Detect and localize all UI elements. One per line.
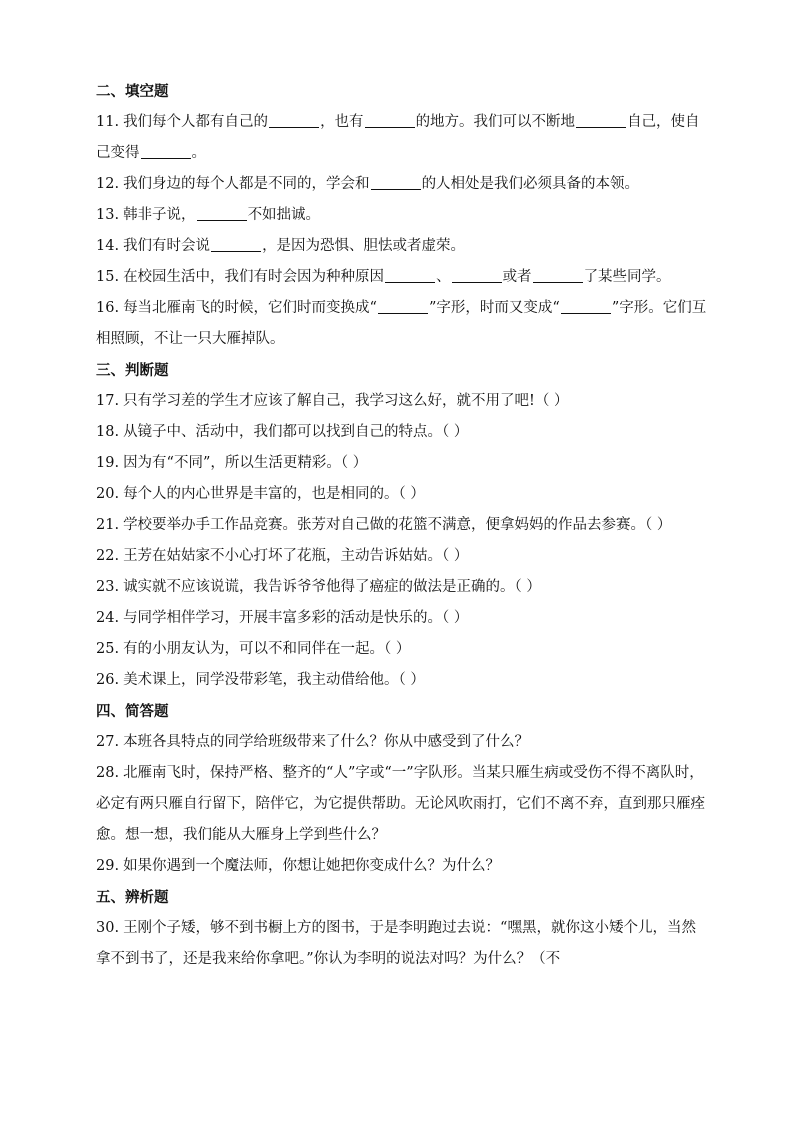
answer-blank[interactable] (452, 267, 502, 283)
question-item (96, 262, 708, 293)
question-item (96, 107, 708, 169)
question-text: 的地方。我们可以不断地 (415, 114, 576, 130)
question-text: 韩非子说， (123, 207, 196, 223)
question-number: 11. (96, 114, 120, 130)
question-text: 在校园生活中，我们有时会因为种种原因 (123, 269, 385, 285)
question-item (96, 913, 708, 975)
question-item (96, 293, 708, 355)
question-number: 24. (96, 610, 120, 626)
answer-blank[interactable] (533, 267, 583, 283)
answer-blank[interactable] (365, 112, 415, 128)
question-number: 30. (96, 920, 120, 936)
question-number: 20. (96, 486, 120, 502)
question-number: 12. (96, 176, 120, 192)
question-item (96, 448, 708, 479)
question-text: 诚实就不应该说谎，我告诉爷爷他得了癌症的做法是正确的。（ ） (123, 579, 541, 595)
question-number: 29. (96, 858, 120, 874)
answer-blank[interactable] (211, 236, 261, 252)
question-number: 15. (96, 269, 120, 285)
answer-blank[interactable] (197, 205, 247, 221)
answer-blank[interactable] (385, 267, 435, 283)
section-heading: 三、判断题 (96, 362, 169, 379)
question-number: 23. (96, 579, 120, 595)
question-text: 了某些同学。 (583, 269, 671, 285)
question-item (96, 479, 708, 510)
question-number: 22. (96, 548, 120, 564)
question-number: 26. (96, 672, 120, 688)
question-item (96, 851, 708, 882)
question-item (96, 572, 708, 603)
question-number: 27. (96, 734, 120, 750)
question-number: 28. (96, 765, 120, 781)
question-text: 我们身边的每个人都是不同的，学会和 (123, 176, 370, 192)
question-item (96, 386, 708, 417)
question-text: ，是因为恐惧、胆怯或者虚荣。 (262, 238, 466, 254)
question-text: ”字形，时而又变成“ (428, 300, 560, 316)
question-number: 25. (96, 641, 120, 657)
question-number: 17. (96, 393, 120, 409)
answer-blank[interactable] (371, 174, 421, 190)
question-item (96, 169, 708, 200)
question-text: 的人相处是我们必须具备的本领。 (421, 176, 640, 192)
question-item (96, 758, 708, 851)
question-text: 自己，使自己变得 (96, 114, 700, 161)
answer-blank[interactable] (561, 298, 611, 314)
question-item (96, 231, 708, 262)
question-text: ，也有 (320, 114, 364, 130)
question-text: 王刚个子矮，够不到书橱上方的图书，于是李明跑过去说：“嘿黑，就你这小矮个儿，当然拿不到书了，还是我来给你拿吧。”你认为李明的说法对吗？为什么？（不 (96, 920, 696, 967)
question-text: 每个人的内心世界是丰富的，也是相同的。（ ） (123, 486, 425, 502)
question-text: ”字形。它们互相照顾，不让一只大雁掉队。 (96, 300, 707, 347)
question-text: 、 (436, 269, 451, 285)
question-number: 18. (96, 424, 120, 440)
answer-blank[interactable] (378, 298, 428, 314)
answer-blank[interactable] (269, 112, 319, 128)
question-text: 本班各具特点的同学给班级带来了什么？你从中感受到了什么？ (123, 734, 530, 750)
question-number: 21. (96, 517, 120, 533)
question-item (96, 510, 708, 541)
question-text: 每当北雁南飞的时候，它们时而变换成“ (123, 300, 377, 316)
question-item (96, 200, 708, 231)
question-text: 我们有时会说 (123, 238, 211, 254)
answer-blank[interactable] (141, 143, 191, 159)
question-text: 学校要举办手工作品竞赛。张芳对自己做的花篮不满意，便拿妈妈的作品去参赛。（ ） (123, 517, 672, 533)
question-text: 有的小朋友认为，可以不和同伴在一起。（ ） (123, 641, 411, 657)
question-text: 美术课上，同学没带彩笔，我主动借给他。（ ） (123, 672, 425, 688)
question-item (96, 541, 708, 572)
question-text: 王芳在姑姑家不小心打坏了花瓶，主动告诉姑姑。（ ） (123, 548, 469, 564)
section-heading: 四、简答题 (96, 703, 169, 720)
question-text: 不如拙诚。 (247, 207, 321, 223)
question-number: 16. (96, 300, 120, 316)
exam-page (96, 76, 708, 975)
question-number: 14. (96, 238, 120, 254)
question-text: 只有学习差的学生才应该了解自己，我学习这么好，就不用了吧!（ ） (123, 393, 569, 409)
question-text: 如果你遇到一个魔法师，你想让她把你变成什么？为什么？ (123, 858, 501, 874)
question-number: 19. (96, 455, 120, 471)
question-number: 13. (96, 207, 120, 223)
question-text: 北雁南飞时，保持严格、整齐的“人”字或“一”字队形。当某只雁生病或受伤不得不离队时，必定有两只雁自行留下，陪伴它，为它提供帮助。无论风吹雨打，它们不离不弃，直到那只雁痊愈。想一想，我们能从大雁身上学到些什么？ (96, 765, 705, 843)
section-heading: 五、辨析题 (96, 889, 169, 906)
question-item (96, 727, 708, 758)
question-text: 从镜子中、活动中，我们都可以找到自己的特点。（ ） (123, 424, 469, 440)
section-heading: 二、填空题 (96, 83, 169, 100)
question-item (96, 665, 708, 696)
question-item (96, 634, 708, 665)
question-text: 因为有“不同”，所以生活更精彩。（ ） (123, 455, 368, 471)
question-text: 与同学相伴学习，开展丰富多彩的活动是快乐的。（ ） (123, 610, 469, 626)
question-item (96, 603, 708, 634)
question-text: 我们每个人都有自己的 (123, 114, 269, 130)
question-item (96, 417, 708, 448)
question-text: 。 (191, 145, 206, 161)
answer-blank[interactable] (576, 112, 626, 128)
question-text: 或者 (502, 269, 532, 285)
